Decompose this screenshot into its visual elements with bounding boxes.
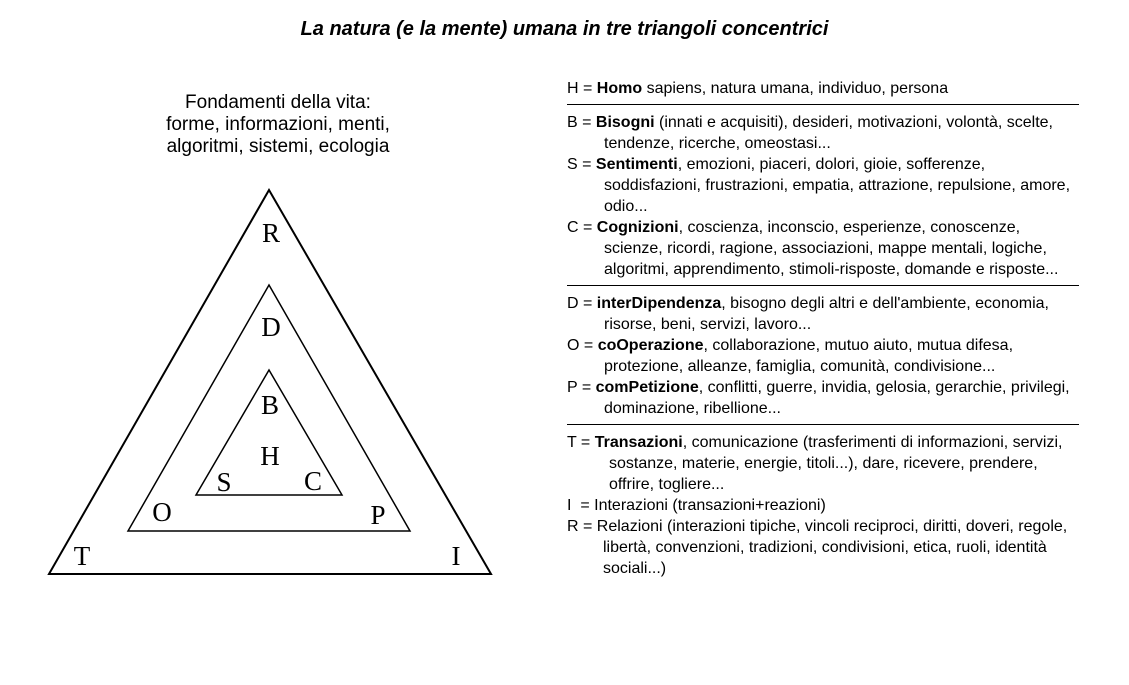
legend-entry-i: I = Interazioni (transazioni+reazioni) [567, 497, 826, 514]
label-h: H [260, 441, 280, 471]
legend-section-inner [567, 112, 1079, 286]
legend-entry-s: S = Sentimenti, emozioni, piaceri, dolori, gioie, sofferenze, soddisfazioni, frustrazioni, empatia, attrazione, repulsione, amore, odio... [567, 156, 1071, 215]
triangles-diagram [0, 0, 560, 685]
legend-entry-r: R = Relazioni (interazioni tipiche, vincoli reciproci, diritti, doveri, regole, libertà, convenzioni, tradizioni, condivisioni, etica, ruoli, identità sociali...) [567, 518, 1068, 577]
diagram-title: La natura (e la mente) umana in tre triangoli concentrici [300, 18, 829, 40]
subtitle-line: forme, informazioni, menti, [166, 114, 390, 135]
label-r: R [261, 218, 281, 248]
label-b: B [260, 390, 280, 420]
label-d: D [261, 312, 281, 342]
label-o: O [152, 497, 172, 527]
legend-section-individual [567, 78, 1079, 105]
legend-entry-o: O = coOperazione, collaborazione, mutuo aiuto, mutua difesa, protezione, alleanze, famiglia, comunità, condivisione... [567, 337, 1014, 375]
legend-entry-p: P = comPetizione, conflitti, guerre, invidia, gelosia, gerarchie, privilegi, dominazione, ribellione... [567, 379, 1070, 417]
label-p: P [370, 500, 386, 530]
legend [567, 78, 1079, 591]
label-t: T [73, 541, 91, 571]
legend-entry-c: C = Cognizioni, coscienza, inconscio, esperienze, conoscenze, scienze, ricordi, ragione, associazioni, mappe mentali, logiche, algoritmi, apprendimento, stimoli-risposte, domande e risposte... [567, 219, 1059, 278]
legend-entry-t: T = Transazioni, comunicazione (trasferimenti di informazioni, servizi, sostanze, materie, energie, titoli...), dare, ricevere, prendere, offrire, togliere... [567, 434, 1063, 493]
legend-section-outer [567, 432, 1079, 584]
legend-entry-d: D = interDipendenza, bisogno degli altri e dell'ambiente, economia, risorse, beni, servizi, lavoro... [567, 295, 1049, 333]
legend-entry-h: H = Homo sapiens, natura umana, individuo, persona [567, 80, 949, 97]
subtitle-line: algoritmi, sistemi, ecologia [166, 136, 390, 157]
legend-section-middle [567, 293, 1079, 425]
label-c: C [303, 466, 323, 496]
subtitle-line: Fondamenti della vita: [185, 92, 371, 113]
legend-entry-b: B = Bisogni (innati e acquisiti), desideri, motivazioni, volontà, scelte, tendenze, ricerche, omeostasi... [567, 114, 1053, 152]
label-i: I [451, 541, 461, 571]
label-s: S [216, 467, 232, 497]
